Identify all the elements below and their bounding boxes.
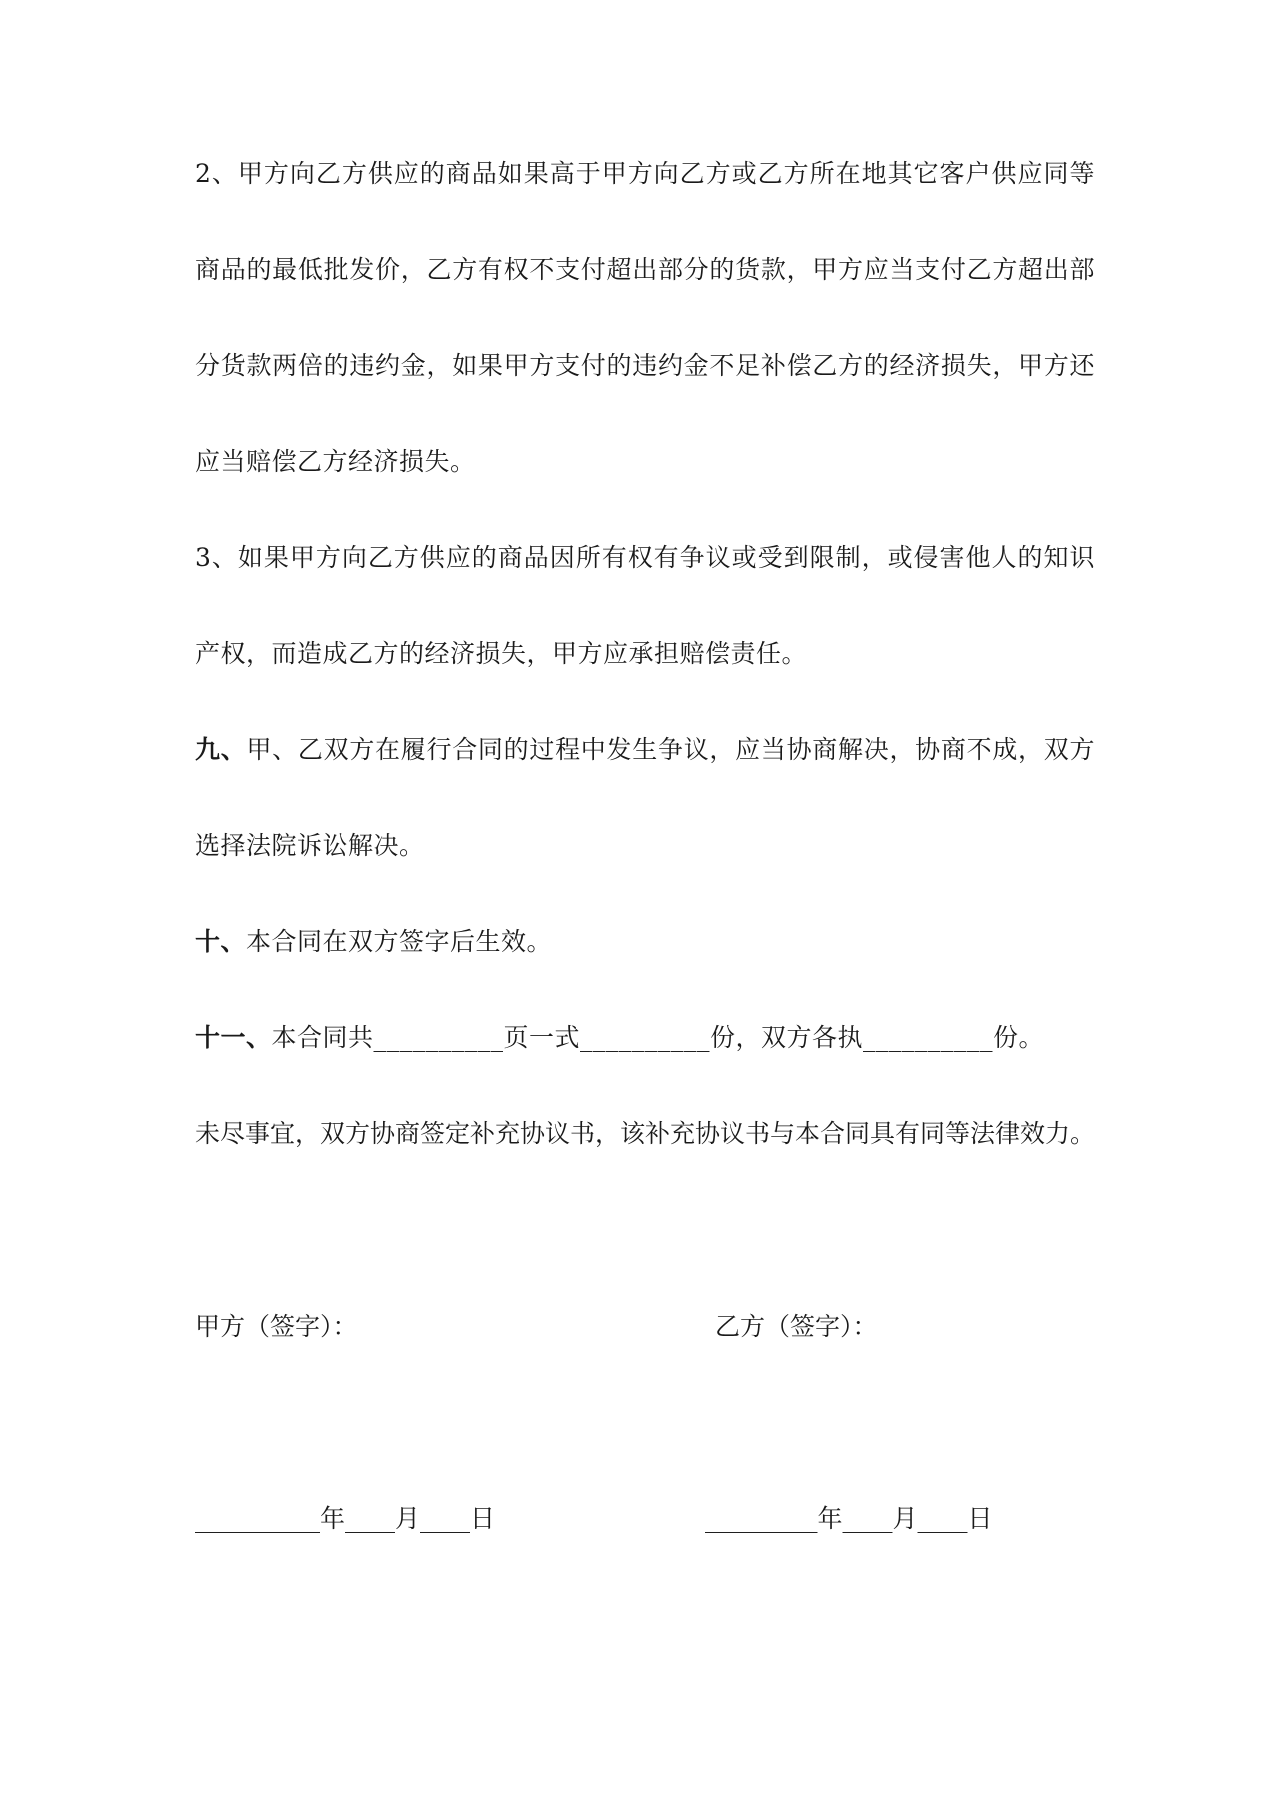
clause-8-item-2-line-2: 商品的最低批发价，乙方有权不支付超出部分的货款，甲方应当支付乙方超出部 <box>195 255 1095 284</box>
clause-9-line-1 <box>195 733 1095 767</box>
party-b-date: _________年____月____日 <box>705 1504 993 1533</box>
clause-10 <box>195 925 1095 959</box>
clause-9-text: 甲、乙双方在履行合同的过程中发生争议，应当协商解决，协商不成，双方 <box>246 735 1095 764</box>
party-a-date: __________年____月____日 <box>195 1504 496 1533</box>
clause-11-line-1 <box>195 1021 1095 1055</box>
party-b-signature-label: 乙方（签字）： <box>715 1312 878 1341</box>
clause-8-item-2-line-3: 分货款两倍的违约金，如果甲方支付的违约金不足补偿乙方的经济损失，甲方还 <box>195 351 1095 380</box>
clause-8-item-2-line-1: 2、甲方向乙方供应的商品如果高于甲方向乙方或乙方所在地其它客户供应同等 <box>195 159 1095 188</box>
party-a-signature-label: 甲方（签字）： <box>195 1312 358 1341</box>
clause-9-line-2: 选择法院诉讼解决。 <box>195 831 425 860</box>
clause-11-heading: 十一、 <box>195 1023 272 1052</box>
clause-8-item-3-line-1: 3、如果甲方向乙方供应的商品因所有权有争议或受到限制，或侵害他人的知识 <box>195 543 1095 572</box>
clause-9-heading: 九、 <box>195 735 247 764</box>
clause-8-item-3-line-2: 产权，而造成乙方的经济损失，甲方应承担赔偿责任。 <box>195 639 808 668</box>
clause-10-heading: 十、 <box>195 927 247 956</box>
clause-10-text: 本合同在双方签字后生效。 <box>246 927 553 956</box>
clause-8-item-2-line-4: 应当赔偿乙方经济损失。 <box>195 447 476 476</box>
clause-11-line-2: 未尽事宜，双方协商签定补充协议书，该补充协议书与本合同具有同等法律效力。 <box>195 1119 1096 1148</box>
clause-11-text: 本合同共__________页一式__________份，双方各执__________份。 <box>271 1023 1045 1052</box>
